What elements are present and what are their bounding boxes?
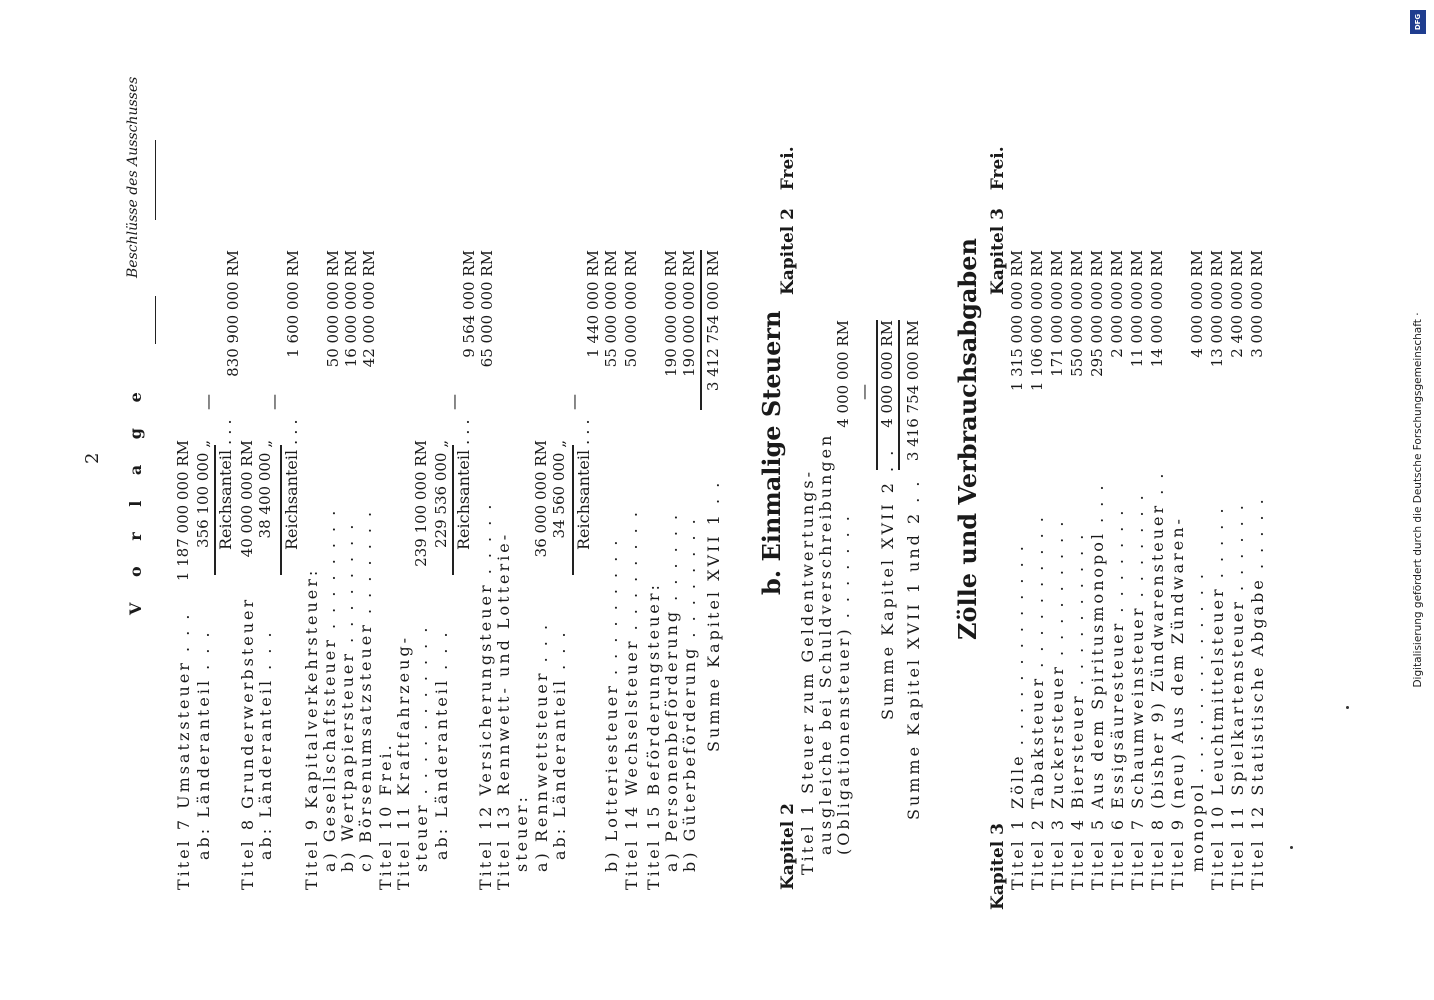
t11-label: Titel 11 Kraftfahrzeug-	[394, 634, 413, 890]
zoelle-row-label: Titel 2 Tabaksteuer . . . . . . . . . .	[1028, 514, 1047, 890]
zoelle-row-label: Titel 3 Zuckersteuer . . . . . . . . .	[1048, 518, 1067, 890]
section-zoelle: Zölle und Verbrauchsabgaben	[953, 238, 982, 640]
t11-dash: —	[444, 394, 463, 410]
t13-reich-label: Reichsanteil . . .	[574, 419, 593, 550]
t9-label: Titel 9 Kapitalverkehrsteuer:	[302, 567, 321, 890]
zoelle-row-label: Titel 7 Schaumweinsteuer . . . . . . .	[1128, 492, 1147, 890]
t9c-value: 42 000 000 RM	[360, 250, 378, 368]
t11-sub-label: ab: Länderanteil . . .	[432, 629, 451, 860]
b-l1: Titel 1 Steuer zum Geldentwertungs-	[798, 468, 817, 875]
t13-reich-value: 1 440 000 RM	[584, 250, 602, 358]
zoelle-row-value: 2 000 000 RM	[1108, 250, 1126, 358]
t12-value: 65 000 000 RM	[478, 250, 496, 368]
zoelle-row-label: Titel 8 (bisher 9) Zündwarensteuer . .	[1148, 470, 1167, 890]
t15a-label: a) Personenbeförderung . . . . . .	[662, 511, 681, 872]
zoelle-row-label: Titel 9 (neu) Aus dem Zündwaren-	[1168, 516, 1187, 890]
t7-reich-value: 830 900 000 RM	[224, 250, 242, 377]
b-l3: (Obligationensteuer) . . . . . . .	[834, 513, 853, 855]
zoelle-row-value: 171 000 000 RM	[1048, 250, 1066, 377]
scan-speck	[1290, 846, 1293, 849]
zoelle-row-value: 3 000 000 RM	[1248, 250, 1266, 358]
zoelle-row-value: 13 000 000 RM	[1208, 250, 1226, 368]
t9c-label: c) Börsenumsatzsteuer . . . . . . .	[356, 508, 375, 872]
sum1-rule	[700, 250, 702, 410]
t11-label-cont: steuer . . . . . . . . . . .	[412, 624, 431, 872]
t15a-value: 190 000 000 RM	[662, 250, 680, 377]
kapitel3-left: Kapitel 3	[988, 822, 1008, 910]
sum12-value: 3 416 754 000 RM	[904, 320, 922, 462]
t13a-sub-label: ab: Länderanteil . . .	[550, 629, 569, 860]
zoelle-row-value: 1 315 000 000 RM	[1008, 250, 1026, 392]
credit-text: Digitalisierung gefördert durch die Deutsche Forschungsgemeinschaft ·	[1412, 312, 1424, 688]
section-einmalige-steuern: b. Einmalige Steuern	[757, 310, 786, 595]
t9b-value: 16 000 000 RM	[342, 250, 360, 368]
sum2-label: Summe Kapitel XVII 2 . .	[878, 447, 897, 720]
t13-dash: —	[564, 394, 583, 410]
zoelle-row-value: 11 000 000 RM	[1128, 250, 1146, 368]
title-rule	[155, 140, 156, 220]
t7-dash: —	[198, 394, 217, 410]
zoelle-row-label: Titel 6 Essigsäuresteuer . . . . . . .	[1108, 507, 1127, 890]
zoelle-row-value: 295 000 000 RM	[1088, 250, 1106, 377]
sum1-label: Summe Kapitel XVII 1 . .	[704, 479, 723, 752]
t15-label: Titel 15 Beförderungsteuer:	[644, 582, 663, 890]
t15b-value: 190 000 000 RM	[680, 250, 698, 377]
t11-value: 239 100 000 RM	[412, 440, 430, 567]
zoelle-row-label: Titel 1 Zölle . . . . . . . . . . . . .	[1008, 543, 1027, 890]
kapitel2-left: Kapitel 2	[778, 802, 798, 890]
t7-reich-label: Reichsanteil . . .	[216, 419, 235, 550]
t7-value: 1 187 000 000 RM	[174, 440, 192, 582]
zoelle-row-label: Titel 5 Aus dem Spiritusmonopol . . .	[1088, 482, 1107, 890]
t13a-label: a) Rennwettsteuer . . .	[532, 621, 551, 872]
zoelle-row-value: 550 000 000 RM	[1068, 250, 1086, 377]
t11-reich-value: 9 564 000 RM	[460, 250, 478, 358]
sum12-label: Summe Kapitel XVII 1 und 2 . .	[904, 478, 923, 820]
zoelle-row-label: Titel 10 Leuchtmittelsteuer . . . . .	[1208, 505, 1227, 890]
t12-label: Titel 12 Versicherungsteuer . . . . .	[476, 501, 495, 890]
sidebar-credit	[1404, 0, 1432, 1000]
b-dash: —	[854, 384, 873, 400]
t13a-value: 36 000 000 RM	[532, 440, 550, 558]
t8-dash: —	[264, 394, 283, 410]
t11-sub-value: 229 536 000 „	[432, 440, 450, 548]
dfg-logo-text: DFG	[1414, 13, 1422, 31]
document-title: V o r l a g e	[126, 382, 145, 615]
dfg-logo	[1410, 10, 1426, 34]
zoelle-row-value: 4 000 000 RM	[1188, 250, 1206, 358]
title-rule-short	[155, 296, 156, 344]
t8-sub-value: 38 400 000 „	[256, 440, 274, 539]
t8-value: 40 000 000 RM	[238, 440, 256, 558]
t14-label: Titel 14 Wechselsteuer . . . . . . . .	[622, 509, 641, 890]
t8-reich-value: 1 600 000 RM	[284, 250, 302, 358]
scan-speck	[1346, 706, 1349, 709]
zoelle-row-label: monopol . . . . . . . . . . . . .	[1188, 571, 1207, 872]
t11-reich-label: Reichsanteil . . .	[454, 419, 473, 550]
sum2-value: 4 000 000 RM	[878, 320, 896, 428]
t9a-value: 50 000 000 RM	[324, 250, 342, 368]
page-number: 2	[82, 452, 103, 464]
t13-label-cont: steuer:	[512, 794, 531, 872]
zoelle-row-label: Titel 12 Statistische Abgabe . . . . .	[1248, 496, 1267, 890]
zoelle-row-value: 2 400 000 RM	[1228, 250, 1246, 358]
right-column-title: Beschlüsse des Ausschusses	[125, 76, 141, 278]
b-l2: ausgleiche bei Schuldverschreibungen	[816, 432, 835, 855]
t8-reich-label: Reichsanteil . . .	[282, 419, 301, 550]
t13-label: Titel 13 Rennwett- und Lotterie-	[494, 531, 513, 890]
b-l3-value: 4 000 000 RM	[834, 320, 852, 428]
t14-value: 50 000 000 RM	[622, 250, 640, 368]
t15b-label: b) Güterbeförderung . . . . . . . .	[680, 516, 699, 872]
zoelle-row-value: 1 106 000 000 RM	[1028, 250, 1046, 392]
t13b-lotterie-value: 55 000 000 RM	[602, 250, 620, 368]
zoelle-row-label: Titel 4 Biersteuer . . . . . . . . . .	[1068, 531, 1087, 890]
t8-sub-label: ab: Länderanteil . . .	[256, 629, 275, 860]
t7-sub-label: ab: Länderanteil . . .	[194, 629, 213, 860]
zoelle-row-label: Titel 11 Spielkartensteuer . . . . . .	[1228, 502, 1247, 890]
sum12-rule	[898, 320, 900, 470]
t7-label: Titel 7 Umsatzsteuer . . .	[174, 611, 193, 890]
t13a-sub-value: 34 560 000 „	[550, 440, 568, 539]
t13b-lotterie-label: b) Lotteriesteuer . . . . . . . . .	[602, 537, 621, 872]
sum1-value: 3 412 754 000 RM	[704, 250, 722, 392]
t9a-label: a) Gesellschaftsteuer . . . . . . . .	[320, 507, 339, 872]
t9b-label: b) Wertpapiersteuer . . . . . . . .	[338, 521, 357, 872]
kapitel3-right: Kapitel 3 Frei.	[988, 146, 1008, 295]
t8-label: Titel 8 Grunderwerbsteuer	[238, 596, 257, 890]
kapitel2-right: Kapitel 2 Frei.	[778, 146, 798, 295]
zoelle-row-value: 14 000 000 RM	[1148, 250, 1166, 368]
t7-sub-value: 356 100 000 „	[194, 440, 212, 548]
t10-label: Titel 10 Frei.	[376, 742, 395, 890]
